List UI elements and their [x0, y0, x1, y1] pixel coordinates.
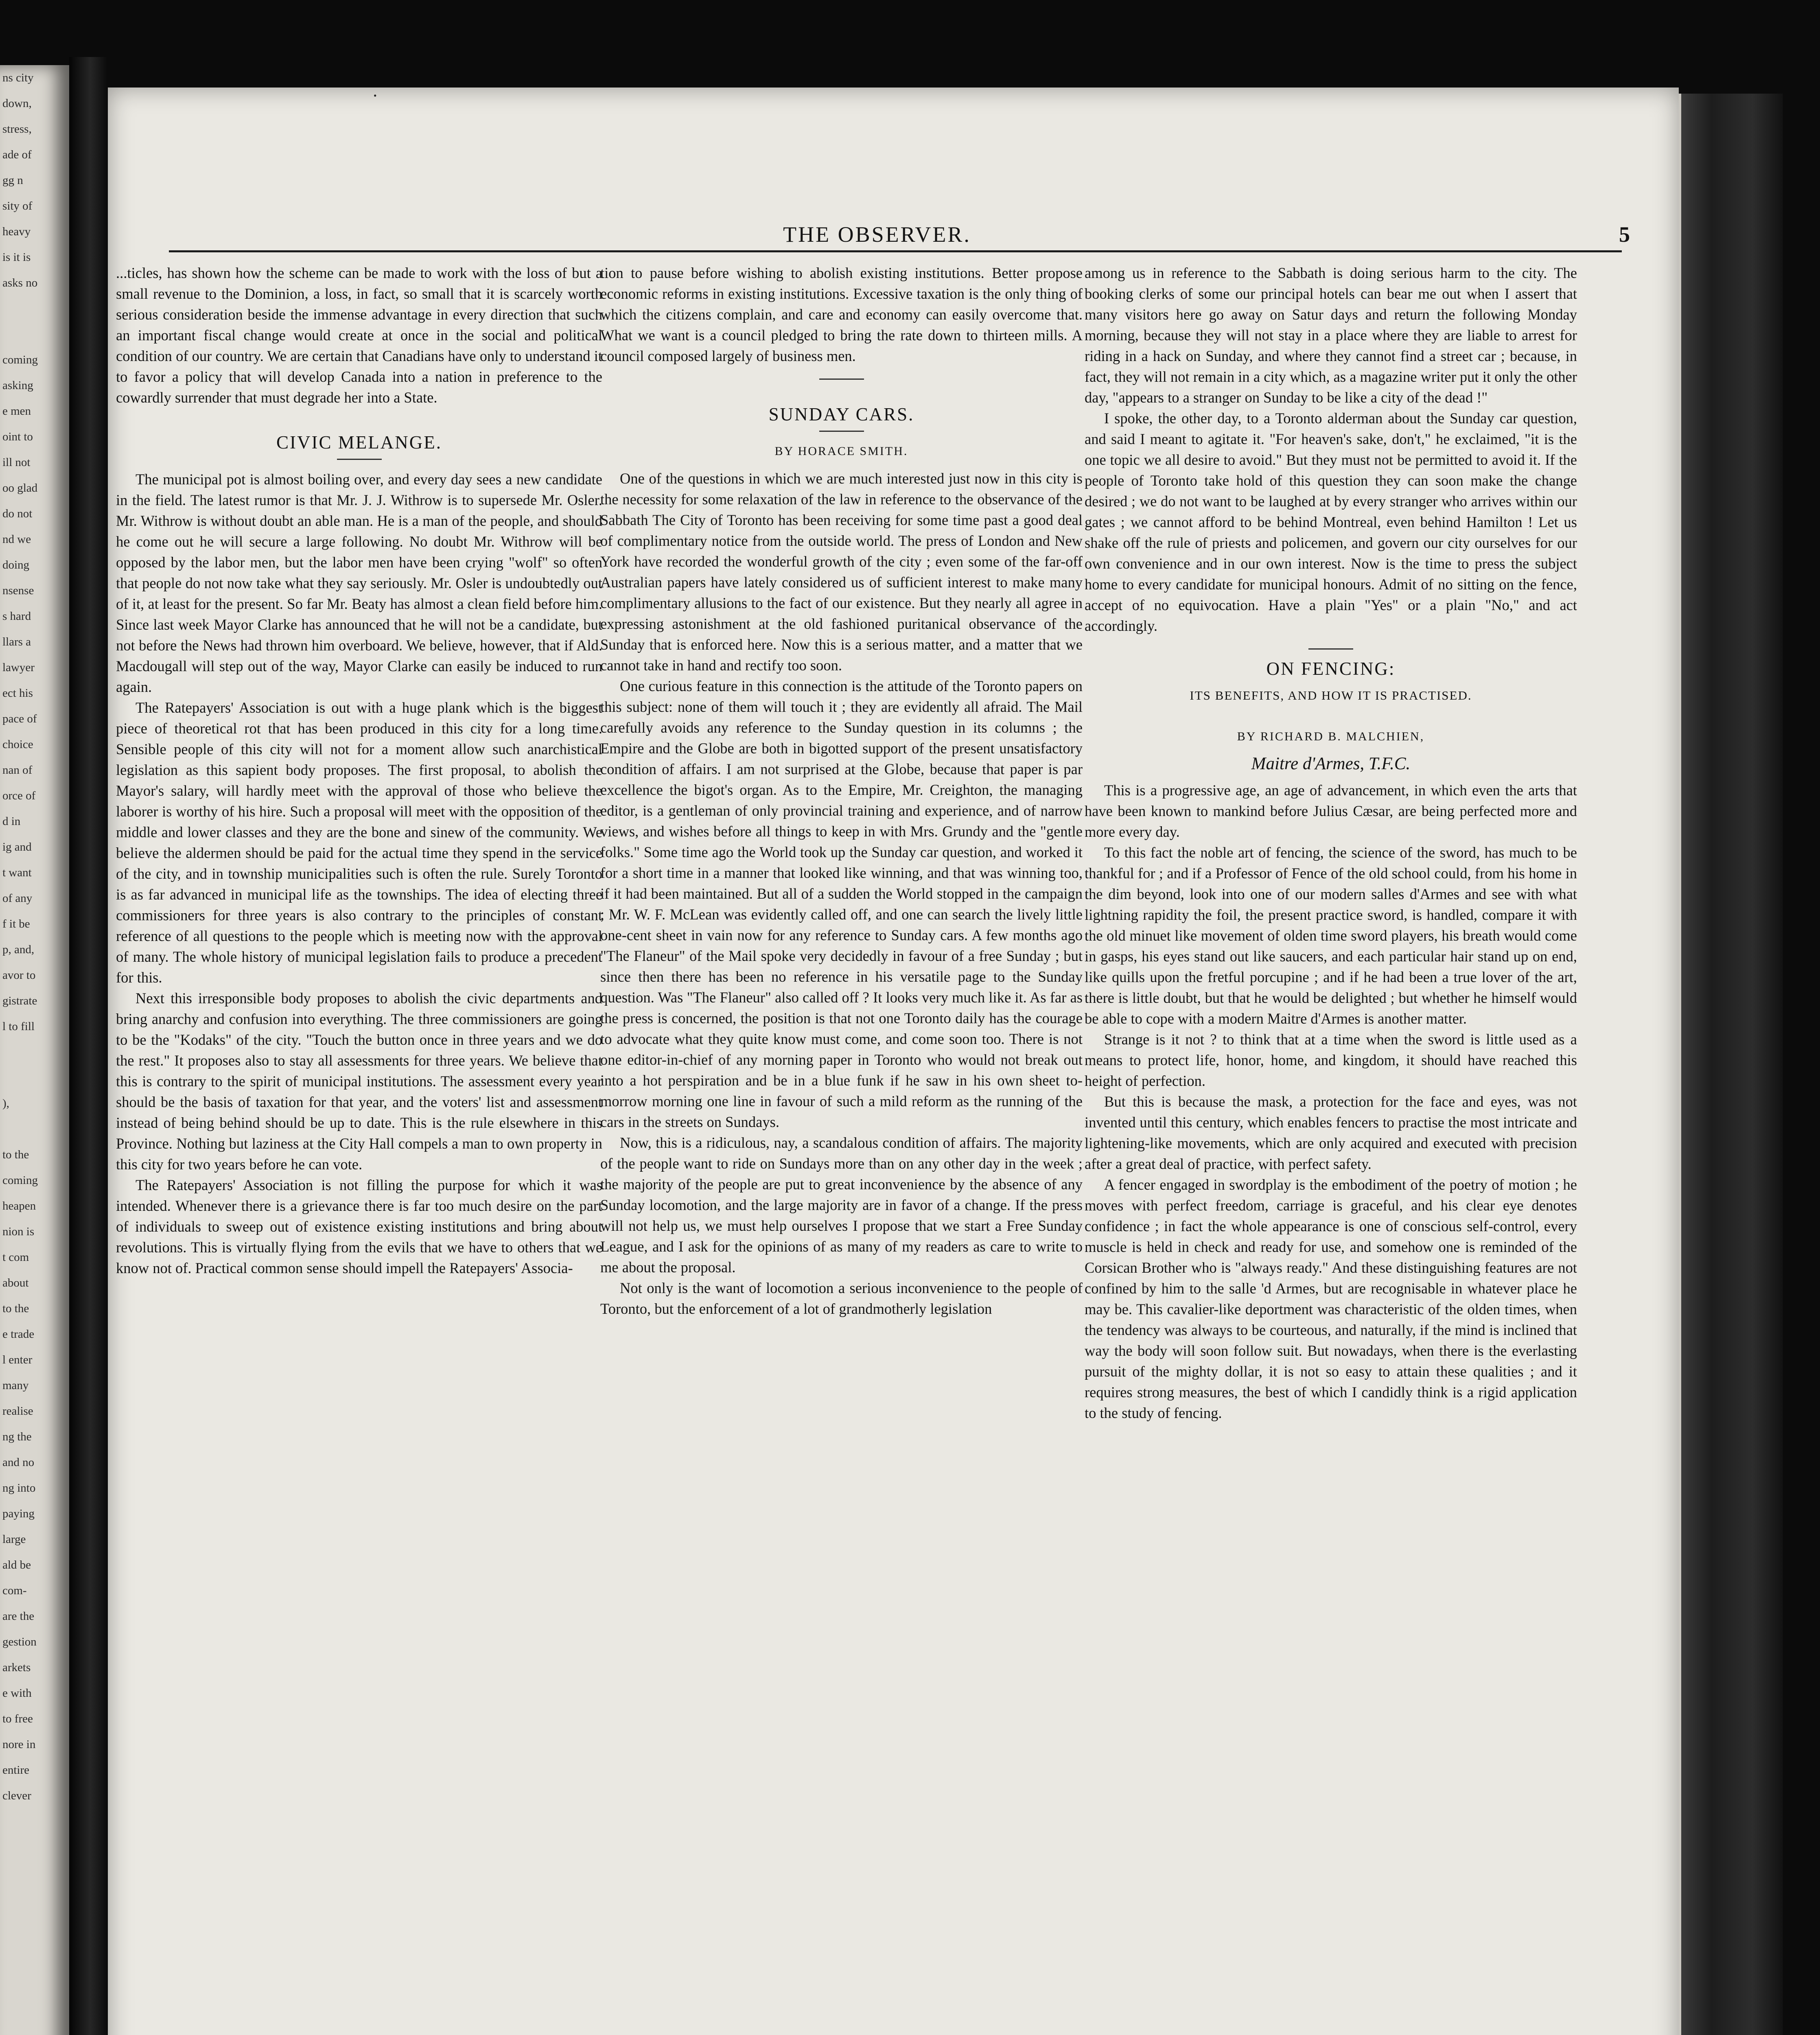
civic-paragraph: Next this irresponsible body proposes to abolish the civic departments and bring anarchy and confusion into everything. The three commissioners are going to be the "Kodaks" of the city. "Touch the button once in three years and we do the rest." It proposes also to stay all assessments for three years. We believe that this is contrary to the spirit of municipal institutions. The assessment every year should be the basis of taxation for that year, and the voters' list and assessment instead of being behind should be up to date. This is the rule elsewhere in this Province. Nothing but laziness at the City Hall compels a man to own property in this city for two years before he can vote. — [116, 990, 602, 1173]
civic-paragraph: The municipal pot is almost boiling over, and every day sees a new candidate in the field. The latest rumor is that Mr. J. J. Withrow is to supersede Mr. Osler. Mr. Withrow is without doubt an able man. He is a man of the people, and should he come out he will secure a large following. No doubt Mr. Withrow will be opposed by the labor men, but the labor men have been crying "wolf" so often that people do not now take what they say seriously. Mr. Osler is undoubtedly out of it, at least for the present. So far Mr. Beaty has almost a clean field before him. Since last week Mayor Clarke has announced that he will not be a candidate, but not before the News had thrown him overboard. We believe, however, that if Ald. Macdougall will step out of the way, Mayor Clarke can easily be induced to run again. — [116, 471, 602, 695]
sunday-cars-byline: BY HORACE SMITH. — [774, 444, 908, 458]
facing-page-line: t want — [2, 866, 32, 879]
facing-page-line: heapen — [2, 1199, 36, 1212]
facing-page-line: sity of — [2, 199, 33, 212]
facing-page-line: nd we — [2, 533, 31, 546]
section-rule — [819, 379, 864, 380]
facing-page-line: and no — [2, 1456, 35, 1469]
page-number: 5 — [1619, 222, 1630, 247]
facing-page-line: ns city — [2, 71, 34, 84]
sunday-paragraph: I spoke, the other day, to a Toronto alderman about the Sunday car question, and said I meant to agitate it. "For heaven's sake, don't," he exclaimed, "it is the one topic we all desire to avoid." But they must not be permitted to avoid it. If the people of Toronto take hold of this question they can soon make the change desired ; we do not want to be laughed at by every stranger who arrives within our gates ; we cannot afford to be behind Montreal, even behind Hamilton ! Let us shake off the rule of priests and policemen, and govern our city ourselves for our own convenience and in our own interest. Now is the time to press the subject home to every candidate for municipal honours. Admit of no sitting on the fence, accept of no equivocation. Have a plain "Yes" or a plain "No," and act accordingly. — [1085, 410, 1577, 634]
fencing-paragraph: To this fact the noble art of fencing, the science of the sword, has much to be thankful for ; and if a Professor of Fence of the old school could, from his home in the dim beyond, look into one of our modern salles d'Armes and see with what lightning rapidity the foil, the present practice sword, is handled, compare it with the old minuet like movement of olden time sword players, his breath would come in gasps, his eyes stand out like saucers, and each particular hair stand up on end, like quills upon the fretful porcupine ; and if he had been a true lover of the art, there is little doubt, but that he would be delighted ; but whether he himself would be able to cope with a modern Maitre d'Armes is another matter. — [1085, 844, 1577, 1027]
column-3 — [1085, 263, 1577, 2035]
facing-page-line: nan of — [2, 764, 33, 777]
fencing-paragraph: But this is because the mask, a protection for the face and eyes, was not invented until this century, which enables fencers to practise the most intricate and lightening-like movements, which are only acquired and executed with precision after a great deal of practice, with perfect safety. — [1085, 1093, 1577, 1172]
facing-page-line: llars a — [2, 635, 31, 648]
sunday-cars-heading: SUNDAY CARS. — [768, 404, 914, 425]
facing-page-line: coming — [2, 1174, 38, 1187]
facing-page-line: ill not — [2, 456, 31, 469]
facing-page-line: p, and, — [2, 943, 35, 956]
facing-page-line: nore in — [2, 1738, 36, 1751]
facing-page-line: ect his — [2, 687, 33, 700]
facing-page-line: nsense — [2, 584, 34, 597]
facing-page-line: doing — [2, 558, 30, 571]
facing-page-line: e men — [2, 405, 31, 418]
facing-page-line: is it is — [2, 251, 31, 264]
facing-page-line: entire — [2, 1764, 30, 1777]
continued-paragraph: tion to pause before wishing to abolish existing institutions. Better propose economic reforms in existing institutions. Excessive taxation is the only thing of which the citizens complain, and care and economy can easily overcome that. What we want is a council pledged to bring the rate down to thirteen mills. A council composed largely of business men. — [600, 265, 1083, 364]
facing-page-line: stress, — [2, 123, 32, 136]
fencing-paragraph: A fencer engaged in swordplay is the embodiment of the poetry of motion ; he moves with perfect freedom, carriage is graceful, and his clear eye denotes confidence ; in fact the whole appearance is one of conscious self-control, every muscle is held in check and ready for use, and somehow one is reminded of the Corsican Brother who is "always ready." And these distinguishing features are not confined by him to the salle 'd Armes, but are recognisable in whatever place he may be. This cavalier-like deportment was characteristic of the olden times, when the tendency was always to be courteous, and naturally, if the mind is inclined that way the body will soon follow suit. But nowadays, when there is the everlasting pursuit of the mighty dollar, it is not so easy to attain these qualities ; and it requires strong measures, the best of which I candidly think is a rigid application to the study of fencing. — [1085, 1176, 1577, 1421]
facing-page-line: t com — [2, 1251, 29, 1264]
on-fencing-heading: ON FENCING: — [1266, 659, 1396, 679]
facing-page-line: gistrate — [2, 994, 37, 1007]
facing-page-line: to the — [2, 1148, 29, 1161]
facing-page-line: ade of — [2, 148, 32, 161]
facing-page-line: f it be — [2, 917, 30, 930]
facing-page-line: s hard — [2, 610, 31, 623]
continued-paragraph: among us in reference to the Sabbath is doing serious harm to the city. The booking clerks of some our principal hotels can bear me out when I assert that many visitors here go away on Satur days and return the following Monday morning, because they will not stay in a place where they are liable to arrest for riding in a hack on Sunday, and where they cannot find a street car ; because, in fact, they will not remain in a city which, as a magazine writer put it only the other day, "appears to a stranger on Sunday to be like a city of the dead !" — [1085, 265, 1577, 406]
facing-page-line: large — [2, 1533, 26, 1546]
fencing-paragraph: Strange is it not ? to think that at a time when the sword is little used as a means to protect life, honor, home, and kingdom, it should have reached this height of perfection. — [1085, 1031, 1577, 1089]
facing-page-line: avor to — [2, 969, 36, 982]
facing-page-line: are the — [2, 1610, 35, 1623]
heading-rule — [337, 459, 382, 460]
book-binding-gutter — [69, 57, 108, 2035]
section-rule — [1308, 648, 1353, 650]
facing-page-line: many — [2, 1379, 29, 1392]
facing-page-line: choice — [2, 738, 33, 751]
facing-page-line: lawyer — [2, 661, 35, 674]
facing-page-line: clever — [2, 1789, 31, 1802]
facing-page-line — [0, 296, 69, 322]
facing-page-line: asks no — [2, 276, 38, 289]
column-1 — [116, 263, 602, 2035]
facing-page-line: com- — [2, 1584, 27, 1597]
facing-page-line: coming — [2, 353, 38, 366]
sunday-paragraph: Now, this is a ridiculous, nay, a scandalous condition of affairs. The majority of the people want to ride on Sundays more than on any other day in the week ; the majority of the people are put to great inconvenience by the absence of any Sunday locomotion, and the large majority are in favor of a change. If the press will not help us, we must help ourselves I propose that we start a Free Sunday League, and I ask for the opinions of as many of my readers as care to write to me about the proposal. — [600, 1134, 1083, 1276]
facing-page-line: paying — [2, 1507, 35, 1520]
facing-page-line: asking — [2, 379, 33, 392]
civic-paragraph: The Ratepayers' Association is not filling the purpose for which it was intended. Whenever there is a grievance there is far too much desire on the part of individuals to sweep out of existence existing institutions and bring about revolutions. This is virtually flying from the evils that we have to others that we know not of. Practical common sense should impell the Ratepayers' Associa- — [116, 1177, 602, 1276]
facing-page-line: oo glad — [2, 481, 38, 495]
facing-page-line: d in — [2, 815, 21, 828]
facing-page-line: realise — [2, 1405, 33, 1418]
facing-page-line — [0, 322, 69, 347]
facing-page-line: nion is — [2, 1225, 35, 1238]
on-fencing-author-title: Maitre d'Armes, T.F.C. — [1251, 754, 1411, 773]
facing-page-line: to the — [2, 1302, 29, 1315]
civic-paragraph: The Ratepayers' Association is out with a huge plank which is the biggest piece of theoretical rot that has been produced in this city for a long time. Sensible people of this city will not for a moment allow such anarchistical legislation as this sapient body proposes. The first proposal, to abolish the Mayor's salary, will hardly meet with the approval of those who believe the laborer is worthy of his hire. Such a proposal will meet with the opposition of the middle and lower classes and they are the bone and sinew of the community. We believe the aldermen should be paid for the actual time they spend in the service of the city, and in township municipalities such is often the rule. Surely Toronto is as far advanced in municipal life as the townships. The idea of electing three commissioners for three years is also contrary to the principles of constant reference of all questions to the people which is meeting now with the approval of many. The whole history of municipal legislation fails to produce a precedent for this. — [116, 699, 602, 986]
facing-page-line: l to fill — [2, 1020, 35, 1033]
civic-melange-heading: CIVIC MELANGE. — [276, 432, 442, 453]
facing-page-line: to free — [2, 1712, 33, 1725]
facing-page-line: heavy — [2, 225, 31, 238]
facing-page-line — [0, 1065, 69, 1091]
facing-page-line: of any — [2, 892, 33, 905]
facing-page-line: gestion — [2, 1635, 37, 1648]
paper-title: THE OBSERVER. — [783, 222, 971, 247]
header-rule — [169, 250, 1622, 252]
facing-page-line: arkets — [2, 1661, 31, 1674]
sunday-paragraph: One curious feature in this connection is the attitude of the Toronto papers on this subject: none of them will touch it ; they are evidently all afraid. The Mail carefully avoids any reference to the Sunday question in its columns ; the Empire and the Globe are both in bigotted support of the present unsatisfactory condition of affairs. I am not surprised at the Globe, because that paper is par excellence the bigot's organ. As to the Empire, Mr. Creighton, the managing editor, is a gentleman of only provincial training and experience, and of narrow views, and wishes before all things to keep in with Mrs. Grundy and the "gentle folks." Some time ago the World took up the Sunday car question, and worked it for a short time in a manner that looked like winning, and that was winning too, if it had been maintained. But all of a sudden the World stopped in the campaign ; Mr. W. F. McLean was evidently called off, and one can search the lively little one-cent sheet in vain now for any reference to Sunday cars. A few months ago "The Flaneur" of the Mail spoke very decidedly in favour of a free Sunday ; but since then there has been no reference in his versatile page to the Sunday question. Was "The Flaneur" also called off ? It looks very much like it. As far as the press is concerned, the position is that not one Toronto daily has the courage to advocate what they quite know must come, and come soon too. There is not one editor-in-chief of any morning paper in Toronto who would not break out into a hot perspiration and be in a blue funk if he saw in his own sheet to-morrow morning one line in favour of such a mild reform as the running of the cars in the streets on Sundays. — [600, 678, 1083, 1130]
on-fencing-byline: BY RICHARD B. MALCHIEN, — [1237, 730, 1425, 743]
ink-mark: ․ — [372, 82, 378, 100]
facing-page-line: ald be — [2, 1558, 31, 1571]
facing-page-line: do not — [2, 507, 33, 520]
facing-page-line: oint to — [2, 430, 33, 443]
facing-page-line: e trade — [2, 1328, 35, 1341]
heading-rule — [819, 431, 864, 432]
facing-page-line: ), — [2, 1097, 9, 1110]
on-fencing-subtitle: ITS BENEFITS, AND HOW IT IS PRACTISED. — [1190, 688, 1472, 702]
sunday-paragraph: One of the questions in which we are much interested just now in this city is the necessity for some relaxation of the law in reference to the observance of the Sabbath The City of Toronto has been receiving for some time past a good deal of complimentary notice from the outside world. The press of London and New York have recorded the wonderful growth of the city ; even some of the far-off Australian papers have lately considered us of sufficient interest to make many complimentary allusions to the fact of our existence. But they nearly all agree in expressing astonishment at the old fashioned puritanical observance of the Sunday that is enforced here. Now this is a serious matter, and a matter that we cannot take in hand and rectify too soon. — [600, 470, 1083, 674]
book-cover-edge — [1679, 94, 1783, 2035]
continued-paragraph: ...ticles, has shown how the scheme can be made to work with the loss of but a small revenue to the Dominion, a loss, in fact, so small that it is scarcely worth serious consideration beside the immense advantage in every direction that such an important fiscal change would create at once in the social and political condition of our country. We are certain that Canadians have only to understand it to favor a policy that will develop Canada into a nation in preference to the cowardly surrender that must degrade her into a State. — [116, 265, 602, 406]
facing-page-line: pace of — [2, 712, 37, 725]
newspaper-page — [108, 82, 1679, 2035]
facing-page-line: about — [2, 1276, 29, 1289]
facing-page-fragment — [0, 65, 69, 2035]
fencing-paragraph: This is a progressive age, an age of advancement, in which even the arts that have been known to mankind before Julius Cæsar, are being perfected more and more every day. — [1085, 782, 1577, 840]
facing-page-line — [0, 1039, 69, 1065]
facing-page-line: orce of — [2, 789, 36, 802]
sunday-paragraph: Not only is the want of locomotion a serious inconvenience to the people of Toronto, but the enforcement of a lot of grandmotherly legislation — [600, 1280, 1083, 1317]
facing-page-line: ng into — [2, 1481, 36, 1495]
column-2 — [600, 263, 1083, 2035]
facing-page-line: down, — [2, 97, 32, 110]
facing-page-line — [0, 1116, 69, 1142]
facing-page-line: ig and — [2, 840, 32, 853]
facing-page-line: ng the — [2, 1430, 32, 1443]
facing-page-line: e with — [2, 1687, 32, 1700]
facing-page-line: l enter — [2, 1353, 33, 1366]
facing-page-line: gg n — [2, 174, 23, 187]
